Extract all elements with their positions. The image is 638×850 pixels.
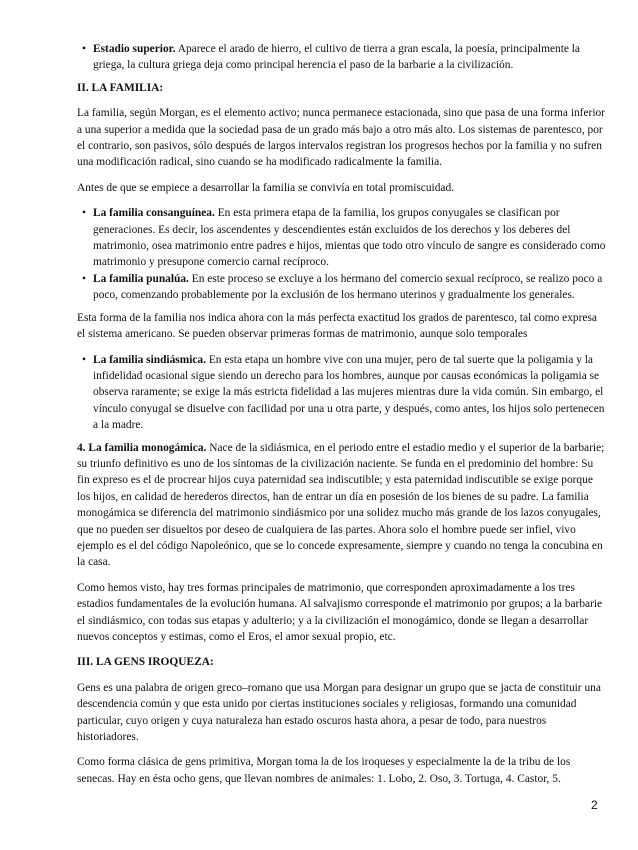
bullet-list-stages	[77, 41, 606, 74]
item-lead: La familia consanguínea.	[93, 207, 215, 220]
bullet-icon: •	[82, 353, 86, 366]
paragraph: Antes de que se empiece a desarrollar la familia se convivía en total promiscuidad.	[77, 181, 455, 194]
item-text: Aparece el arado de hierro, el cultivo de tierra a gran escala, la poesía, principalmente la griega, la cultura griega deja como principal herencia el paso de la barbarie a la civilización.	[93, 43, 580, 72]
paragraph-lead: 4. La familia monogámica.	[77, 441, 207, 454]
item-lead: La familia punalúa.	[93, 272, 189, 285]
paragraph-monogamica	[77, 440, 606, 571]
section-heading: II. LA FAMILIA:	[77, 81, 164, 94]
page-number: 2	[591, 798, 598, 812]
item-text: En esta primera etapa de la familia, los grupos conyugales se clasifican por generaciones. Es decir, los ascendentes y descendientes están excluidos de los derechos y los deberes del matrimonio, osea matrimonio entre padres e hijos, mientas que todo otro vínculo de sangre es considerado como matrimonio y presupone comercio carnal recíproco.	[93, 207, 606, 269]
section-heading: III. LA GENS IROQUEZA:	[77, 656, 214, 669]
item-text: En este proceso se excluye a los hermano del comercio sexual recíproco, se realizo poco a poco, comenzando probablemente por la exclusión de los hermano uterinos y gradualmente los generales.	[93, 272, 603, 302]
paragraph: Gens es una palabra de origen greco–romano que usa Morgan para designar un grupo que se jacta de constituir una descendencia común y que esta unido por ciertas instituciones sociales y religiosas, formando una comunidad particular, cuyo origen y cuya naturaleza han estado oscuros hasta ahora, a pesar de todo, para nuestros historiadores.	[77, 681, 601, 744]
bullet-icon: •	[82, 207, 86, 220]
paragraph: La familia, según Morgan, es el elemento activo; nunca permanece estacionada, sino que pasa de una forma inferior a una superior a medida que la sociedad pasa de un grado más bajo a otro más alto. Los sistemas de parentesco, por el contrario, son pasivos, sólo después de largos intervalos registran los progresos hechos por la familia y no sufren una modificación radical, sino cuando se ha modificado radicalmente la familia.	[77, 107, 605, 169]
item-text: En esta etapa un hombre vive con una mujer, pero de tal suerte que la poligamia y la infidelidad ocasional sigue siendo un derecho para los hombres, aunque por causas económicas la poligamia se observa raramente; se exige la más estricta fidelidad a las mujeres mientras dure la vida común. Sin embargo, el vínculo conyugal se disuelve con facilidad por una u otra parte, y después, como antes, los hijos solo pertenecen a la madre.	[93, 353, 605, 432]
bullet-list-sindiasmica	[77, 352, 606, 434]
list-item	[82, 271, 606, 304]
list-item	[82, 352, 606, 434]
bullet-icon: •	[82, 272, 86, 285]
item-lead: La familia sindiásmica.	[93, 353, 206, 366]
list-item	[82, 41, 606, 74]
bullet-icon: •	[82, 43, 86, 55]
paragraph-text: Nace de la sidiásmica, en el periodo entre el estadio medio y el superior de la barbarie; su triunfo definitivo es uno de los síntomas de la civilización naciente. Se funda en el predominio del hombre: Su fin expreso es el de procrear hijos cuya paternidad sea indiscutible; y esta paternidad indiscutible se exige porque los hijos, en calidad de herederos directos, han de entrar un día en posesión de los bienes de su padre. La familia monogámica se diferencia del matrimonio sindiásmico por una solidez mucho más grande de los lazos conyugales, que no pueden ser disueltos por deseo de cualquiera de las partes. Ahora solo el hombre puede ser infiel, vivo ejemplo es el del código Napoleónico, que se lo concede expresamente, siempre y cuando no tenga la concubina en la casa.	[77, 441, 605, 569]
item-lead: Estadio superior.	[93, 43, 176, 55]
list-item	[82, 205, 606, 271]
paragraph: Como forma clásica de gens primitiva, Morgan toma la de los iroqueses y especialmente la de la tribu de los senecas. Hay en ésta ocho gens, que llevan nombres de animales: 1. Lobo, 2. Oso, 3. Tortuga, 4. Castor, 5.	[77, 756, 571, 785]
paragraph: Esta forma de la familia nos indica ahora con la más perfecta exactitud los grados de parentesco, tal como expresa el sistema americano. Se pueden observar primeras formas de matrimonio, aunque solo temporales	[77, 311, 597, 341]
bullet-list-family-types	[77, 205, 606, 303]
paragraph: Como hemos visto, hay tres formas principales de matrimonio, que corresponden aproximadamente a los tres estadios fundamentales de la evolución humana. Al salvajismo corresponde el matrimonio por grupos; a la barbarie el sindiásmico, con todas sus etapas y adulterio; y a la civilización el monogámico, donde se llegan a desarrollar nuevos conceptos y estimas, como el Eros, el amor sexual propio, etc.	[77, 581, 603, 643]
